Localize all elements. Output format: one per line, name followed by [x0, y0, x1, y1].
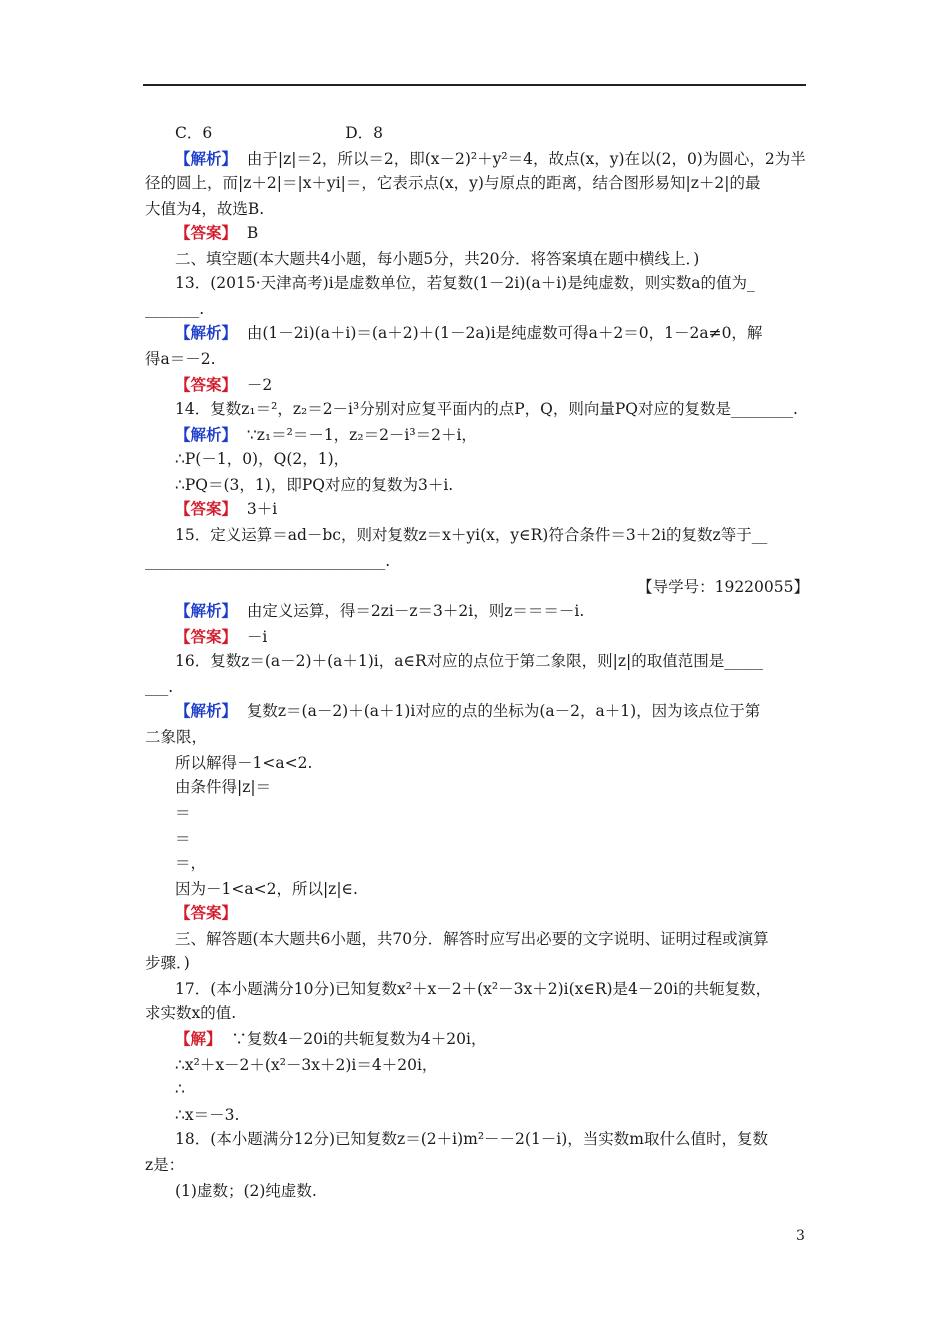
line-text: B: [237, 224, 259, 242]
line-text: 【导学号：19220055】: [637, 578, 809, 596]
text-line: [175, 776, 271, 798]
text-line: [145, 952, 190, 974]
text-line: [637, 576, 809, 598]
line-text: 大值为4，故选B.: [145, 200, 265, 218]
answer-tag: 【解析】: [175, 149, 238, 168]
line-text: 所以解得－1<a<2.: [175, 754, 313, 772]
text-line: [175, 122, 383, 144]
line-text: _______.: [145, 300, 205, 318]
text-line: [145, 198, 264, 220]
line-text: －2: [237, 376, 273, 394]
answer-tag: 【解析】: [175, 323, 238, 342]
line-text: 由(1－2i)(a＋i)＝(a＋2)＋(1－2a)i是纯虚数可得a＋2＝0，1－2a≠0，解: [237, 324, 763, 342]
text-line: [175, 978, 771, 1000]
line-text: 由条件得|z|＝: [175, 778, 272, 796]
text-line: [175, 148, 806, 170]
line-text: 由于|z|＝2，所以＝2，即(x－2)²＋y²＝4，故点(x，y)在以(2，0)为圆心，2为半: [237, 150, 806, 168]
line-text: ∴x＝－3.: [175, 1106, 240, 1124]
text-line: [175, 1128, 768, 1150]
answer-tag: 【解析】: [175, 701, 238, 720]
text-line: [175, 902, 237, 924]
text-line: [175, 322, 762, 344]
text-line: [175, 878, 358, 900]
text-line: [175, 600, 584, 622]
text-line: [175, 272, 755, 294]
text-line: [145, 172, 760, 194]
line-text: ∵z₁＝²＝－1，z₂＝2－i³＝2＋i，: [237, 426, 477, 444]
line-text: 14．复数z₁＝²，z₂＝2－i³分别对应复平面内的点P，Q，则向量PQ对应的复数是________.: [175, 400, 798, 418]
text-line: [175, 448, 349, 470]
text-line: [145, 550, 390, 572]
text-line: [175, 398, 798, 420]
line-text: 15．定义运算＝ad－bc，则对复数z＝x＋yi(x，y∈R)符合条件＝3＋2i的复数z等于__: [175, 526, 768, 544]
text-line: [175, 802, 191, 824]
text-line: [175, 1104, 239, 1126]
line-text: _______________________________.: [145, 552, 391, 570]
text-line: [145, 348, 216, 370]
line-text: 二象限，: [145, 728, 208, 746]
text-line: [145, 726, 207, 748]
text-line: [175, 1078, 185, 1100]
text-line: [175, 374, 272, 396]
text-line: [145, 1154, 184, 1176]
line-text: ∴P(－1，0)，Q(2，1)，: [175, 450, 350, 468]
line-text: 因为－1<a<2，所以|z|∈.: [175, 880, 358, 898]
text-line: [175, 650, 763, 672]
text-line: [145, 1002, 236, 1024]
line-text: 16．复数z＝(a－2)＋(a＋1)i，a∈R对应的点位于第二象限，则|z|的取值范围是_____: [175, 652, 763, 670]
line-text: 13．(2015·天津高考)i是虚数单位，若复数(1－2i)(a＋i)是纯虚数，则实数a的值为_: [175, 274, 755, 292]
answer-tag: 【答案】: [175, 499, 238, 518]
line-text: 求实数x的值.: [145, 1004, 237, 1022]
text-line: [175, 928, 769, 950]
text-line: [175, 424, 477, 446]
line-text: 径的圆上，而|z＋2|＝|x＋yi|＝，它表示点(x，y)与原点的距离，结合图形易知|z＋2|的最: [145, 174, 761, 192]
line-text: 三、解答题(本大题共6小题，共70分．解答时应写出必要的文字说明、证明过程或演算: [175, 930, 769, 948]
line-text: 得a＝－2.: [145, 350, 216, 368]
line-text: 17．(本小题满分10分)已知复数x²＋x－2＋(x²－3x＋2)i(x∈R)是4－20i的共轭复数，: [175, 980, 772, 998]
text-line: [175, 752, 312, 774]
line-text: z是：: [145, 1156, 185, 1174]
header-rule: [143, 84, 806, 86]
text-line: [175, 852, 206, 874]
line-text: 二、填空题(本大题共4小题，每小题5分，共20分．将答案填在题中横线上．): [175, 250, 700, 268]
answer-tag: 【答案】: [175, 903, 238, 922]
line-text: 复数z＝(a－2)＋(a＋1)i对应的点的坐标为(a－2，a＋1)，因为该点位于第: [237, 702, 761, 720]
text-line: [175, 498, 277, 520]
text-line: [175, 700, 760, 722]
page-number: 3: [796, 1228, 805, 1244]
text-line: [175, 1028, 486, 1050]
line-text: ∵复数4－20i的共轭复数为4＋20i，: [221, 1030, 487, 1048]
line-text: ＝: [175, 830, 191, 848]
text-line: [175, 828, 191, 850]
text-line: [175, 1180, 317, 1202]
text-line: [175, 524, 767, 546]
line-text: 18．(本小题满分12分)已知复数z＝(2＋i)m²－－2(1－i)，当实数m取什么值时，复数: [175, 1130, 769, 1148]
answer-tag: 【答案】: [175, 223, 238, 242]
text-line: [175, 222, 258, 244]
line-text: －i: [237, 628, 268, 646]
line-text: ＝，: [175, 854, 207, 872]
answer-tag: 【解】: [175, 1029, 222, 1048]
line-text: ＝: [175, 804, 191, 822]
text-line: [175, 1054, 437, 1076]
text-line: [175, 248, 699, 270]
line-text: (1)虚数；(2)纯虚数.: [175, 1182, 317, 1200]
answer-tag: 【解析】: [175, 425, 238, 444]
text-line: [175, 474, 453, 496]
text-line: [175, 626, 267, 648]
line-text: ∴x²＋x－2＋(x²－3x＋2)i＝4＋20i，: [175, 1056, 438, 1074]
line-text: ___.: [145, 678, 174, 696]
line-text: 由定义运算，得＝2zi－z＝3＋2i，则z＝＝＝－i.: [237, 602, 585, 620]
text-line: [145, 298, 204, 320]
line-text: C．6 D．8: [175, 124, 384, 142]
answer-tag: 【解析】: [175, 601, 238, 620]
line-text: 步骤．): [145, 954, 190, 972]
answer-tag: 【答案】: [175, 375, 238, 394]
line-text: 3＋i: [237, 500, 278, 518]
text-line: [145, 676, 173, 698]
line-text: ∴: [175, 1080, 185, 1098]
line-text: ∴PQ＝(3，1)，即PQ对应的复数为3＋i.: [175, 476, 454, 494]
answer-tag: 【答案】: [175, 627, 238, 646]
